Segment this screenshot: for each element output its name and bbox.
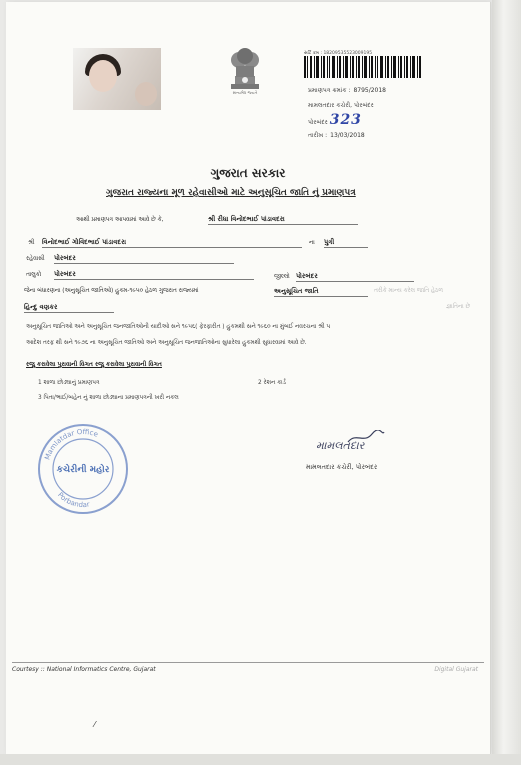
documents-heading: રજુ કરાવેલા પુરાવાની વિગત રજુ કરાવેલા પુરાવાની વિગત xyxy=(26,361,162,368)
taluka-value: પોરબંદર xyxy=(54,270,254,280)
applicant-name: શ્રી રીધા વિનોદભાઈ પાંડાવદરા xyxy=(208,215,358,225)
office-stamp-icon xyxy=(36,422,130,516)
office-line: મામલતદાર કચેરી, પોરબંદર xyxy=(308,102,374,109)
document-item-1: 1 શાળા છોડ્યાનું પ્રમાણપત્ર xyxy=(38,380,100,386)
state-emblem-icon xyxy=(223,40,267,92)
body-line-1: અનુસૂચિત જાતિઓ અને અનુસૂચિત જનજાતિઓની યાદીઓ સને ૧૯૫૬( ફેરફારીત ) હુકમથી સને ૧૯૬૦ ના મુંબઈ નવરચના શ્રી પ xyxy=(26,324,331,330)
footer-courtesy: Courtesy :: National Informatics Centre, Gujarat xyxy=(12,666,156,673)
emblem-caption: સત્યમેવ જયતે xyxy=(232,90,258,95)
resident-label: રહેવાસી xyxy=(26,256,45,262)
certificate-page xyxy=(6,2,491,754)
side-faint-text: જ્ઞાતિના છે xyxy=(446,304,470,310)
certificate-title: ગુજરાત રાજ્યના મૂળ રહેવાસીઓ માટે અનુસૂચિત જાતિ નું પ્રમાણપત્ર xyxy=(106,188,356,198)
relation-value: પુત્રી xyxy=(324,238,368,248)
signature-flourish-icon xyxy=(346,430,386,444)
caste-value: અનુસૂચિત જાતિ xyxy=(274,287,368,297)
stamp-ring-top: Mamlatdar Office xyxy=(43,427,100,461)
barcode-number: સર્ટિ ક્રમ : 18209535523009195 xyxy=(304,51,373,56)
certificate-number xyxy=(308,87,386,95)
issue-date-label: તારીખ : xyxy=(308,132,328,139)
place-label: પોરબંદર xyxy=(308,119,328,126)
pen-mark: ⁄ xyxy=(94,720,96,729)
background-surface xyxy=(0,754,521,765)
order-text: જેના બંધારણના (અનુસૂચિત જાતિઓ) હુકમ-૧૯૫૦ હેઠળ ગુજરાત રાજ્યમાં xyxy=(24,288,199,294)
shri-label: શ્રી xyxy=(28,240,35,246)
government-title: ગુજરાત સરકાર xyxy=(210,166,286,180)
religion-value: હિન્દુ વણકર xyxy=(24,303,114,313)
certify-prefix: આથી પ્રમાણપત્ર આપવામાં આવે છે કે, xyxy=(76,217,164,223)
document-item-3: 3 પિતા/ભાઈ/બહેન નું શાળા છોડ્યાના પ્રમાણપત્રની ખરી નકલ xyxy=(38,395,179,401)
signature-caption: મામલતદાર કચેરી, પોરબંદર xyxy=(306,463,378,471)
stamp-ring-bottom: Porbandar xyxy=(56,490,91,510)
taluka-label: તાલુકો xyxy=(26,272,42,278)
issue-date xyxy=(308,132,365,140)
place-line xyxy=(308,112,362,128)
barcode-icon xyxy=(304,56,422,78)
handwritten-number: 323 xyxy=(329,112,362,128)
svg-text:Mamlatdar Office xyxy=(43,428,99,461)
certificate-number-value: 8795/2018 xyxy=(353,87,386,94)
resident-value: પોરબંદર xyxy=(54,254,234,264)
page-footer xyxy=(12,662,484,673)
issue-date-value: 13/03/2018 xyxy=(330,132,365,139)
signature-handwritten: મામલતદાર xyxy=(316,439,365,452)
district-label: જીલ્લો xyxy=(274,274,290,280)
father-name: વિનોદભાઈ ગોવિંદભાઈ પાંડાવદરા xyxy=(42,238,302,248)
certificate-number-label: પ્રમાણપત્ર ક્રમાંક : xyxy=(308,87,351,94)
body-line-2: આદેશ તરફ થી સને ૧૯૭૬ ના અનુસૂચિત જાતિઓ અને અનુસૂચિત જનજાતિઓના સુધારેલા હુકમથી સુધારવામાં આવે છે. xyxy=(26,340,307,346)
background-page-edge xyxy=(492,0,521,765)
document-item-2: 2 રેશન કાર્ડ xyxy=(258,380,286,386)
relation-label: ના xyxy=(309,240,315,246)
district-value: પોરબંદર xyxy=(296,272,414,282)
footer-digital-gujarat: Digital Gujarat xyxy=(434,666,478,673)
stamp-center-text: કચેરીની મહોર xyxy=(56,465,110,475)
caste-suffix: તરીકે માન્ય કરેલ જાતિ હેઠળ xyxy=(374,288,443,294)
applicant-photo xyxy=(73,48,161,110)
